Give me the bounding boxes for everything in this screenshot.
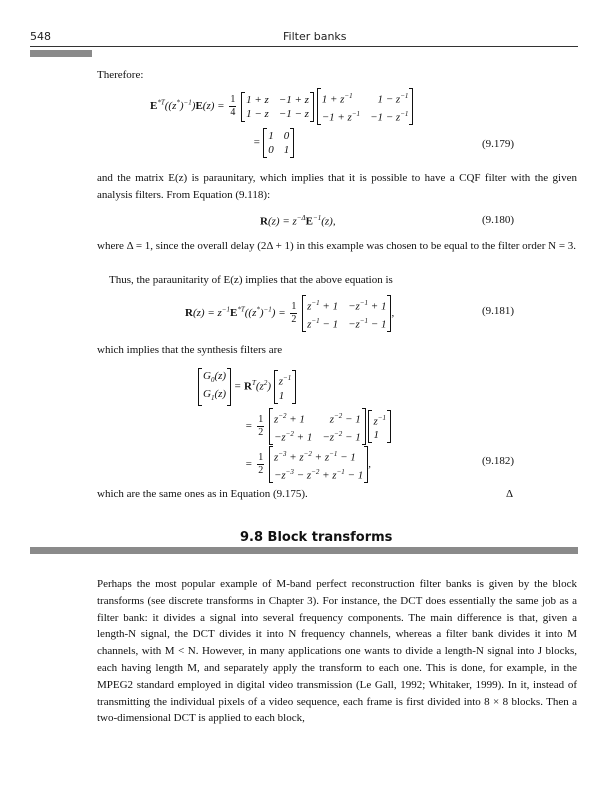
paragraph-delta: where Δ = 1, since the overall delay (2Δ + 1) in this example was chosen to be equal to the filter order N = 3. <box>97 240 577 252</box>
paragraph-synthesis: which implies that the synthesis filters are <box>97 344 283 356</box>
equation-number-9-180: (9.180) <box>482 214 515 226</box>
equation-9-180: $R(z) = z^{-\Delta}E^{-1}(z)$, <box>260 214 336 228</box>
paragraph-thus: Thus, the paraunitarity of E(z) implies that the above equation is <box>109 274 393 286</box>
equation-9-182-line3: = $\frac{1}{2}$ $z^{-3} + z^{-2} + z^{-1} - 1$ $-z^{-3} - z^{-2} + z^{-1} - 1$ , <box>245 446 371 483</box>
page-number: 548 <box>30 30 51 43</box>
equation-9-182-line2: = $\frac{1}{2}$ $z^{-2} + 1$ $z^{-2} - 1$ $-z^{-2} + 1$ $-z^{-2} - 1$ $z^{-1}$ 1 <box>245 408 391 445</box>
equation-number-9-182: (9.182) <box>482 455 515 467</box>
paragraph-same-ones: which are the same ones as in Equation (9.175). <box>97 488 308 500</box>
equation-number-9-179: (9.179) <box>482 138 515 150</box>
equation-9-181: $R(z) = z^{-1}E^{*T}((z^*)^{-1})$ = $\frac{1}{2}$ $z^{-1} + 1$ $-z^{-1} + 1$ $z^{-1} - 1$ $-z^{-1} - 1$ , <box>185 295 394 332</box>
equation-number-9-181: (9.181) <box>482 305 515 317</box>
end-of-example-symbol: Δ <box>506 488 514 500</box>
running-title: Filter banks <box>283 30 347 43</box>
header-gray-bar <box>30 50 92 57</box>
equation-9-182-line1: $G_0(z)$ $G_1(z)$ = $R^T(z^2)$ $z^{-1}$ 1 <box>198 368 296 406</box>
equation-9-179-line1: $E^{*T}((z^*)^{-1})E(z)$ = $\frac{1}{4}$ 1 + z −1 + z 1 − z −1 − z $1 + z^{-1}$ $1 - z^{-1}$ $-1 + z^{-1}$ $-1 - z^{-1}$ <box>150 88 413 125</box>
therefore-text: Therefore: <box>97 69 144 81</box>
section-gray-bar <box>30 547 578 554</box>
body-paragraph: Perhaps the most popular example of M-band perfect reconstruction filter banks is given by the block transforms (see discrete transforms in Chapter 3). For instance, the DCT does essentially the same job as a filter bank: it divides a signal into several frequency components. The main difference is that, given a length-N signal, the DCT divides it into N frequency channels, whereas a filter bank divides it into M channels, with M < N. However, in many applications one wants to divide a length-N signal into J blocks, each having length M, and separately apply the transform to each one. This is done, for example, in the MPEG2 standard employed in digital video transmission (Le Gall, 1992; Whitaker, 1999). In it, instead of transmitting the individual pixels of a video sequence, each frame is first divided into 8 × 8 blocks. Then a two-dimensional DCT is applied to each block, <box>97 578 577 725</box>
header-rule <box>30 46 578 47</box>
paragraph-paraunitary: and the matrix E(z) is paraunitary, which implies that it is possible to have a CQF filter with the given analysis filters. From Equation (9.118): <box>97 172 577 201</box>
equation-9-179-line2: = 1 0 0 1 <box>253 128 294 158</box>
section-title: 9.8 Block transforms <box>240 530 393 545</box>
